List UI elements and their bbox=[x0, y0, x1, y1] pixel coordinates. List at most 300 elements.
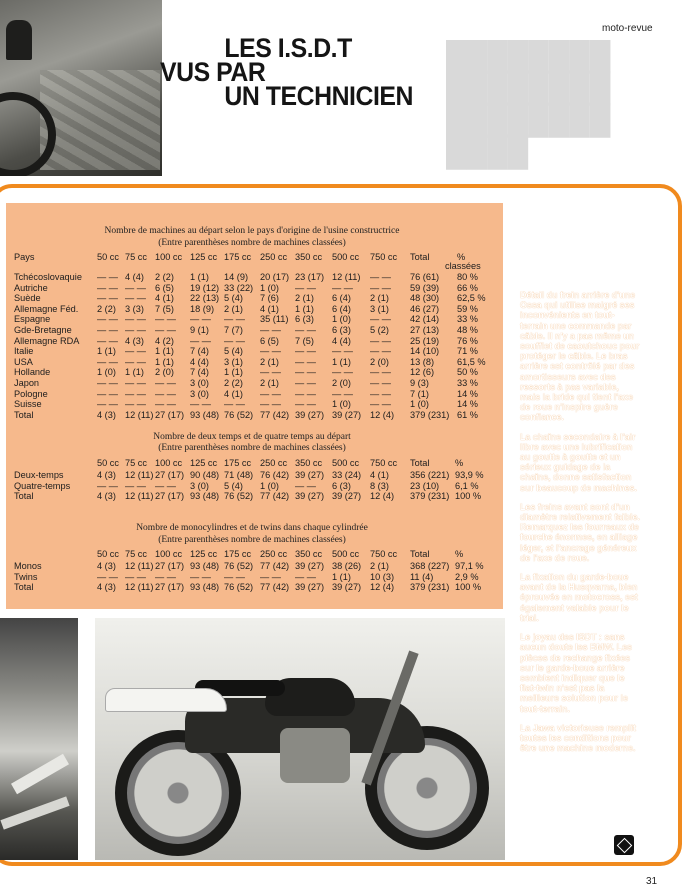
cell-pct: 100 % bbox=[455, 582, 482, 593]
cell-c250: 4 (1) bbox=[260, 303, 279, 314]
cell-pct: 71 % bbox=[457, 346, 478, 357]
cell-c100: — — bbox=[155, 480, 176, 491]
cell-c250: 35 (11) bbox=[260, 314, 289, 325]
table-caption: Nombre de deux temps et de quatre temps au départ bbox=[153, 432, 351, 442]
header-c125: 125 cc bbox=[190, 252, 218, 262]
row-label: Monos bbox=[14, 561, 42, 571]
table-row bbox=[0, 367, 505, 378]
cell-c750: 12 (4) bbox=[370, 582, 395, 593]
cell-c750: 12 (4) bbox=[370, 491, 395, 502]
cell-total: 368 (227) bbox=[410, 561, 450, 571]
cell-c175: — — bbox=[224, 314, 245, 325]
header-c75: 75 cc bbox=[125, 252, 147, 262]
header-c350: 350 cc bbox=[295, 549, 323, 559]
cell-c175: 5 (4) bbox=[224, 293, 243, 304]
rear-fender bbox=[105, 688, 227, 712]
cell-c100: 27 (17) bbox=[155, 582, 185, 593]
cell-c350: — — bbox=[295, 399, 316, 410]
cell-c125: 7 (4) bbox=[190, 367, 209, 378]
cell-c125: — — bbox=[190, 314, 211, 325]
cell-total: 25 (19) bbox=[410, 335, 440, 346]
row-label: Autriche bbox=[14, 282, 48, 293]
table-row bbox=[0, 272, 505, 283]
spring-detail bbox=[0, 796, 69, 829]
rocks-texture bbox=[40, 70, 160, 170]
header-c175: 175 cc bbox=[224, 252, 252, 262]
cell-c125: 90 (48) bbox=[190, 470, 220, 480]
cell-c250: — — bbox=[260, 367, 281, 378]
cell-c750: 2 (1) bbox=[370, 293, 389, 304]
cell-c50: 4 (3) bbox=[97, 582, 116, 593]
cell-c350: 39 (27) bbox=[295, 491, 325, 502]
table-caption: (Entre parenthèses nombre de machines classées) bbox=[158, 443, 346, 453]
cell-c125: 3 (0) bbox=[190, 388, 209, 399]
table-header-row bbox=[0, 252, 505, 271]
title-line-3: UN TECHNICIEN bbox=[224, 81, 414, 111]
cell-c250: 2 (1) bbox=[260, 356, 279, 367]
cell-c175: — — bbox=[224, 571, 245, 582]
cell-c750: 3 (1) bbox=[370, 303, 389, 314]
cell-c750: — — bbox=[370, 346, 391, 357]
table-row bbox=[0, 378, 505, 389]
header-c750: 750 cc bbox=[370, 549, 398, 559]
cell-c500: 38 (26) bbox=[332, 561, 362, 571]
photo-jawa-motorcycle bbox=[95, 618, 505, 860]
row-label: Total bbox=[14, 491, 34, 502]
cell-c750: — — bbox=[370, 377, 391, 388]
page-number: 31 bbox=[646, 876, 658, 887]
cell-c250: — — bbox=[260, 324, 281, 335]
header-c175: 175 cc bbox=[224, 458, 252, 468]
table2-grid bbox=[0, 458, 505, 502]
cell-c500: 1 (1) bbox=[332, 571, 351, 582]
cell-pct: 61,5 % bbox=[457, 356, 486, 367]
cell-total: 356 (221) bbox=[410, 470, 450, 480]
cell-c75: 12 (11) bbox=[125, 582, 154, 593]
cell-c75: — — bbox=[125, 282, 146, 293]
table-row bbox=[0, 314, 505, 325]
cell-c75: 4 (3) bbox=[125, 335, 144, 346]
header-c250: 250 cc bbox=[260, 252, 288, 262]
cell-c500: 1 (0) bbox=[332, 399, 351, 410]
row-label: Total bbox=[14, 409, 34, 420]
cell-c125: 3 (0) bbox=[190, 480, 209, 491]
table-row bbox=[0, 304, 505, 315]
cell-pct: 80 % bbox=[457, 272, 478, 282]
cell-c50: 1 (1) bbox=[97, 346, 116, 357]
cell-c350: — — bbox=[295, 282, 316, 293]
cell-total: 379 (231) bbox=[410, 582, 450, 593]
cell-total: 27 (13) bbox=[410, 324, 440, 335]
cell-c75: — — bbox=[125, 377, 146, 388]
title-line-2: VUS PAR bbox=[160, 57, 266, 87]
table-row bbox=[0, 582, 505, 593]
moto-revue-logo-icon bbox=[614, 835, 634, 855]
cell-c100: 27 (17) bbox=[155, 491, 185, 502]
cell-c125: 1 (1) bbox=[190, 272, 209, 282]
table-header-row bbox=[0, 549, 505, 561]
cell-c50: — — bbox=[97, 324, 118, 335]
cell-c125: 19 (12) bbox=[190, 282, 220, 293]
cell-c750: — — bbox=[370, 367, 391, 378]
table1-grid bbox=[0, 252, 505, 420]
cell-c250: 6 (5) bbox=[260, 335, 279, 346]
cell-total: 379 (231) bbox=[410, 409, 450, 420]
cell-c100: 6 (5) bbox=[155, 282, 174, 293]
caption-front-brakes: Les freins avant sont d'un diamètre relativement faible. Remarquez les fourreaux de fourche énormes, en alliage léger, et l'ancrage généreux de l'axe de roue. bbox=[520, 501, 640, 563]
cell-pct: 76 % bbox=[457, 335, 478, 346]
cell-c250: 77 (42) bbox=[260, 561, 290, 571]
row-label: Japon bbox=[14, 377, 40, 388]
table-caption: Nombre de machines au départ selon le pays d'origine de l'usine constructrice bbox=[104, 226, 400, 236]
table-row bbox=[0, 336, 505, 347]
cell-total: 76 (61) bbox=[410, 272, 440, 282]
cell-c175: 14 (9) bbox=[224, 272, 249, 282]
table-row bbox=[0, 399, 505, 410]
cell-c350: 39 (27) bbox=[295, 409, 325, 420]
header-classees: classées bbox=[445, 261, 481, 271]
cell-c750: — — bbox=[370, 388, 391, 399]
cell-c125: 4 (4) bbox=[190, 356, 209, 367]
cell-pct: 2,9 % bbox=[455, 571, 479, 582]
row-label: USA bbox=[14, 356, 33, 367]
cell-c350: 1 (1) bbox=[295, 303, 314, 314]
cell-c50: — — bbox=[97, 388, 118, 399]
cell-c50: 4 (3) bbox=[97, 491, 116, 502]
caption-ossa-brake: Détail du frein arrière d'une Ossa qui utilise malgré ses inconvénients en tout-terrain une commande par câble. Il n'y a pas même un soufflet de caoutchouc pour protéger le câble. Le bras arrière est contrôlé par des amortisseurs avec des ressorts à pas variable, mais la bride qui tient l'axe de roue n'inspire guère confiance. bbox=[520, 290, 640, 423]
cell-c100: 4 (1) bbox=[155, 293, 174, 304]
cell-c250: — — bbox=[260, 399, 281, 410]
header-c175: 175 cc bbox=[224, 549, 252, 559]
cell-c750: — — bbox=[370, 335, 391, 346]
table3-grid bbox=[0, 549, 505, 593]
cell-c50: — — bbox=[97, 571, 118, 582]
cell-c50: 4 (3) bbox=[97, 561, 116, 571]
header-pct: % bbox=[455, 549, 464, 559]
header-total: Total bbox=[410, 252, 430, 262]
header-pct: % bbox=[457, 252, 466, 262]
cell-c75: — — bbox=[125, 480, 146, 491]
cell-c350: — — bbox=[295, 356, 316, 367]
cell-pct: 14 % bbox=[457, 399, 478, 410]
cell-c75: — — bbox=[125, 399, 146, 410]
header-c100: 100 cc bbox=[155, 458, 183, 468]
cell-c175: 5 (4) bbox=[224, 346, 243, 357]
cell-c100: 27 (17) bbox=[155, 561, 185, 571]
cell-c125: 7 (4) bbox=[190, 346, 209, 357]
row-label: Quatre-temps bbox=[14, 480, 71, 491]
cell-c50: 4 (3) bbox=[97, 409, 116, 420]
cell-pct: 66 % bbox=[457, 282, 478, 293]
cell-total: 379 (231) bbox=[410, 491, 450, 502]
cell-total: 59 (39) bbox=[410, 282, 440, 293]
cell-c175: 76 (52) bbox=[224, 409, 254, 420]
cell-c75: 12 (11) bbox=[125, 491, 154, 502]
cell-c350: — — bbox=[295, 571, 316, 582]
cell-c175: — — bbox=[224, 399, 245, 410]
cell-c500: 1 (0) bbox=[332, 314, 351, 325]
cell-c250: 77 (42) bbox=[260, 582, 290, 593]
table-row bbox=[0, 293, 505, 304]
table-row bbox=[0, 325, 505, 336]
cell-total: 7 (1) bbox=[410, 388, 429, 399]
cell-c500: 1 (1) bbox=[332, 356, 351, 367]
header-photo-rider bbox=[0, 0, 162, 176]
cell-c750: 2 (1) bbox=[370, 561, 389, 571]
cell-c75: — — bbox=[125, 324, 146, 335]
cell-c350: — — bbox=[295, 377, 316, 388]
cell-c100: — — bbox=[155, 399, 176, 410]
cell-c350: 2 (1) bbox=[295, 293, 314, 304]
row-label: Hollande bbox=[14, 367, 51, 378]
header-c125: 125 cc bbox=[190, 549, 218, 559]
header-c250: 250 cc bbox=[260, 458, 288, 468]
cell-c250: 7 (6) bbox=[260, 293, 279, 304]
cell-total: 1 (0) bbox=[410, 399, 429, 410]
cell-c175: 2 (1) bbox=[224, 303, 243, 314]
cell-c175: 5 (4) bbox=[224, 480, 243, 491]
table-row bbox=[0, 389, 505, 400]
cell-c175: 3 (1) bbox=[224, 356, 243, 367]
magazine-name: moto-revue bbox=[602, 23, 653, 34]
cell-c125: 3 (0) bbox=[190, 377, 209, 388]
caption-jawa: La Jawa victorieuse remplit toutes les conditions pour être une machine moderne. bbox=[520, 722, 636, 754]
cell-c75: — — bbox=[125, 293, 146, 304]
cell-c50: — — bbox=[97, 399, 118, 410]
cell-c125: 93 (48) bbox=[190, 582, 220, 593]
header-c500: 500 cc bbox=[332, 549, 360, 559]
cell-c500: 33 (24) bbox=[332, 470, 362, 480]
cell-c100: 2 (2) bbox=[155, 272, 174, 282]
cell-c175: 1 (1) bbox=[224, 367, 243, 378]
cell-c100: 2 (0) bbox=[155, 367, 174, 378]
cell-c350: — — bbox=[295, 388, 316, 399]
header-c500: 500 cc bbox=[332, 458, 360, 468]
cell-pct: 48 % bbox=[457, 324, 478, 335]
cell-c175: 76 (52) bbox=[224, 561, 254, 571]
header-total: Total bbox=[410, 458, 430, 468]
header-c50: 50 cc bbox=[97, 252, 119, 262]
cell-c500: 6 (3) bbox=[332, 324, 351, 335]
cell-c350: 39 (27) bbox=[295, 470, 325, 480]
cell-c500: — — bbox=[332, 367, 353, 378]
cell-c350: 6 (3) bbox=[295, 314, 314, 325]
header-c125: 125 cc bbox=[190, 458, 218, 468]
cell-total: 9 (3) bbox=[410, 377, 429, 388]
cell-c175: 71 (48) bbox=[224, 470, 254, 480]
cell-c75: 12 (11) bbox=[125, 470, 154, 480]
cell-c100: 4 (2) bbox=[155, 335, 174, 346]
cell-c250: — — bbox=[260, 388, 281, 399]
cell-c100: 1 (1) bbox=[155, 356, 174, 367]
table-header-row bbox=[0, 458, 505, 470]
table-row bbox=[0, 346, 505, 357]
cell-c175: — — bbox=[224, 335, 245, 346]
header-c75: 75 cc bbox=[125, 458, 147, 468]
cell-pct: 6,1 % bbox=[455, 480, 479, 491]
spring-detail bbox=[11, 754, 69, 794]
caption-husqvarna-fender: La fixation du garde-boue avant de la Husqvarna, bien éprouvée en motocross, est également valable pour le trial. bbox=[520, 572, 638, 623]
cell-pct: 61 % bbox=[457, 409, 478, 420]
header-c100: 100 cc bbox=[155, 252, 183, 262]
table-row bbox=[0, 481, 505, 492]
cell-c100: — — bbox=[155, 388, 176, 399]
cell-c50: — — bbox=[97, 293, 118, 304]
header-c750: 750 cc bbox=[370, 458, 398, 468]
header-c75: 75 cc bbox=[125, 549, 147, 559]
cell-c350: — — bbox=[295, 346, 316, 357]
cell-c50: 4 (3) bbox=[97, 470, 116, 480]
cell-c75: — — bbox=[125, 571, 146, 582]
cell-c50: — — bbox=[97, 314, 118, 325]
cell-c500: 6 (3) bbox=[332, 480, 351, 491]
header-c500: 500 cc bbox=[332, 252, 360, 262]
show-through-text-right: ████████ ████████ ████████ ████ bbox=[446, 40, 611, 168]
header-pays: Pays bbox=[14, 252, 35, 262]
cell-total: 11 (4) bbox=[410, 571, 434, 582]
row-label: Deux-temps bbox=[14, 470, 64, 480]
table-row bbox=[0, 410, 505, 421]
table-caption: (Entre parenthèses nombre de machines classées) bbox=[158, 535, 346, 545]
cell-c500: 39 (27) bbox=[332, 491, 362, 502]
cell-c100: — — bbox=[155, 571, 176, 582]
table-row bbox=[0, 561, 505, 572]
cell-c75: 1 (1) bbox=[125, 367, 144, 378]
bike-engine bbox=[280, 728, 350, 783]
cell-c100: 27 (17) bbox=[155, 409, 185, 420]
cell-c125: 9 (1) bbox=[190, 324, 209, 335]
caption-chain: La chaîne secondaire à l'air libre avec une lubrification au goutte à goutte et un sérieux guidage de la chaîne, donne satisfaction sur beaucoup de machines. bbox=[520, 431, 637, 493]
cell-c175: 4 (1) bbox=[224, 388, 243, 399]
cell-c350: 23 (17) bbox=[295, 272, 325, 282]
cell-c50: — — bbox=[97, 356, 118, 367]
cell-c50: — — bbox=[97, 377, 118, 388]
cell-c50: 2 (2) bbox=[97, 303, 116, 314]
header-c750: 750 cc bbox=[370, 252, 398, 262]
cell-c100: — — bbox=[155, 377, 176, 388]
header-pct: % bbox=[455, 458, 464, 468]
cell-pct: 100 % bbox=[455, 491, 482, 502]
cell-c350: 39 (27) bbox=[295, 561, 325, 571]
cell-c250: 2 (1) bbox=[260, 377, 279, 388]
cell-total: 14 (10) bbox=[410, 346, 440, 357]
cell-c75: 12 (11) bbox=[125, 409, 154, 420]
cell-c75: 12 (11) bbox=[125, 561, 154, 571]
cell-c100: — — bbox=[155, 324, 176, 335]
cell-pct: 33 % bbox=[457, 377, 478, 388]
cell-c175: 7 (7) bbox=[224, 324, 243, 335]
cell-c350: — — bbox=[295, 324, 316, 335]
row-label: Suède bbox=[14, 293, 41, 304]
cell-c50: — — bbox=[97, 335, 118, 346]
photo-captions bbox=[520, 290, 640, 762]
cell-c125: 22 (13) bbox=[190, 293, 220, 304]
cell-c175: 2 (2) bbox=[224, 377, 243, 388]
header-c50: 50 cc bbox=[97, 549, 119, 559]
row-label: Allemagne Féd. bbox=[14, 303, 79, 314]
cell-pct: 62,5 % bbox=[457, 293, 486, 304]
row-label: Total bbox=[14, 582, 34, 593]
cell-c750: 10 (3) bbox=[370, 571, 395, 582]
cell-c50: — — bbox=[97, 272, 118, 282]
header-c350: 350 cc bbox=[295, 458, 323, 468]
cell-c100: 1 (1) bbox=[155, 346, 174, 357]
cell-c350: 39 (27) bbox=[295, 582, 325, 593]
cell-total: 13 (8) bbox=[410, 356, 435, 367]
cell-c250: — — bbox=[260, 571, 281, 582]
cell-c175: 76 (52) bbox=[224, 491, 254, 502]
cell-c750: 8 (3) bbox=[370, 480, 389, 491]
rider-silhouette bbox=[6, 20, 32, 60]
cell-c125: 93 (48) bbox=[190, 409, 220, 420]
cell-c125: — — bbox=[190, 335, 211, 346]
cell-c250: 77 (42) bbox=[260, 491, 290, 502]
cell-pct: 93,9 % bbox=[455, 470, 484, 480]
cell-c500: 39 (27) bbox=[332, 409, 362, 420]
row-label: Twins bbox=[14, 571, 38, 582]
cell-total: 23 (10) bbox=[410, 480, 440, 491]
row-label: Gde-Bretagne bbox=[14, 324, 72, 335]
cell-total: 42 (14) bbox=[410, 314, 440, 325]
cell-c500: 2 (0) bbox=[332, 377, 351, 388]
cell-c250: — — bbox=[260, 346, 281, 357]
cell-c125: 18 (9) bbox=[190, 303, 215, 314]
cell-c350: 7 (5) bbox=[295, 335, 314, 346]
cell-c500: 39 (27) bbox=[332, 582, 362, 593]
cell-c750: 4 (1) bbox=[370, 470, 389, 480]
cell-c750: — — bbox=[370, 282, 391, 293]
cell-c75: — — bbox=[125, 388, 146, 399]
cell-c75: — — bbox=[125, 314, 146, 325]
header-c100: 100 cc bbox=[155, 549, 183, 559]
cell-c500: 6 (4) bbox=[332, 293, 351, 304]
cell-total: 12 (6) bbox=[410, 367, 435, 378]
header-c250: 250 cc bbox=[260, 549, 288, 559]
cell-pct: 59 % bbox=[457, 303, 478, 314]
photo-bottom-left bbox=[0, 618, 78, 860]
cell-c100: 27 (17) bbox=[155, 470, 185, 480]
row-label: Italie bbox=[14, 346, 34, 357]
cell-pct: 33 % bbox=[457, 314, 478, 325]
cell-c500: — — bbox=[332, 282, 353, 293]
row-label: Tchécoslovaquie bbox=[14, 272, 82, 282]
caption-bmw: Le joyau des ISDT : sans aucun doute les BMW. Les pièces de rechange fixées sur le garde-boue arrière semblent indiquer que le flat-twin n'est pas la meilleure solution pour le tout-terrain. bbox=[520, 632, 632, 714]
table-caption: (Entre parenthèses nombre de machines classées) bbox=[158, 238, 346, 248]
cell-c125: — — bbox=[190, 571, 211, 582]
cell-c125: — — bbox=[190, 399, 211, 410]
row-label: Pologne bbox=[14, 388, 48, 399]
title-line-1: LES I.S.D.T bbox=[224, 33, 352, 63]
cell-c750: 5 (2) bbox=[370, 324, 389, 335]
cell-c50: — — bbox=[97, 480, 118, 491]
cell-c250: 1 (0) bbox=[260, 480, 279, 491]
cell-c500: 4 (4) bbox=[332, 335, 351, 346]
cell-c250: 20 (17) bbox=[260, 272, 290, 282]
cell-c350: — — bbox=[295, 480, 316, 491]
table-row bbox=[0, 572, 505, 583]
cell-c750: — — bbox=[370, 314, 391, 325]
cell-c50: 1 (0) bbox=[97, 367, 116, 378]
cell-c250: 1 (0) bbox=[260, 282, 279, 293]
row-label: Suisse bbox=[14, 399, 42, 410]
row-label: Allemagne RDA bbox=[14, 335, 80, 346]
table-row bbox=[0, 470, 505, 481]
cell-c175: 76 (52) bbox=[224, 582, 254, 593]
cell-c75: — — bbox=[125, 346, 146, 357]
cell-c350: — — bbox=[295, 367, 316, 378]
cell-c250: 77 (42) bbox=[260, 409, 290, 420]
article-title bbox=[160, 33, 414, 111]
